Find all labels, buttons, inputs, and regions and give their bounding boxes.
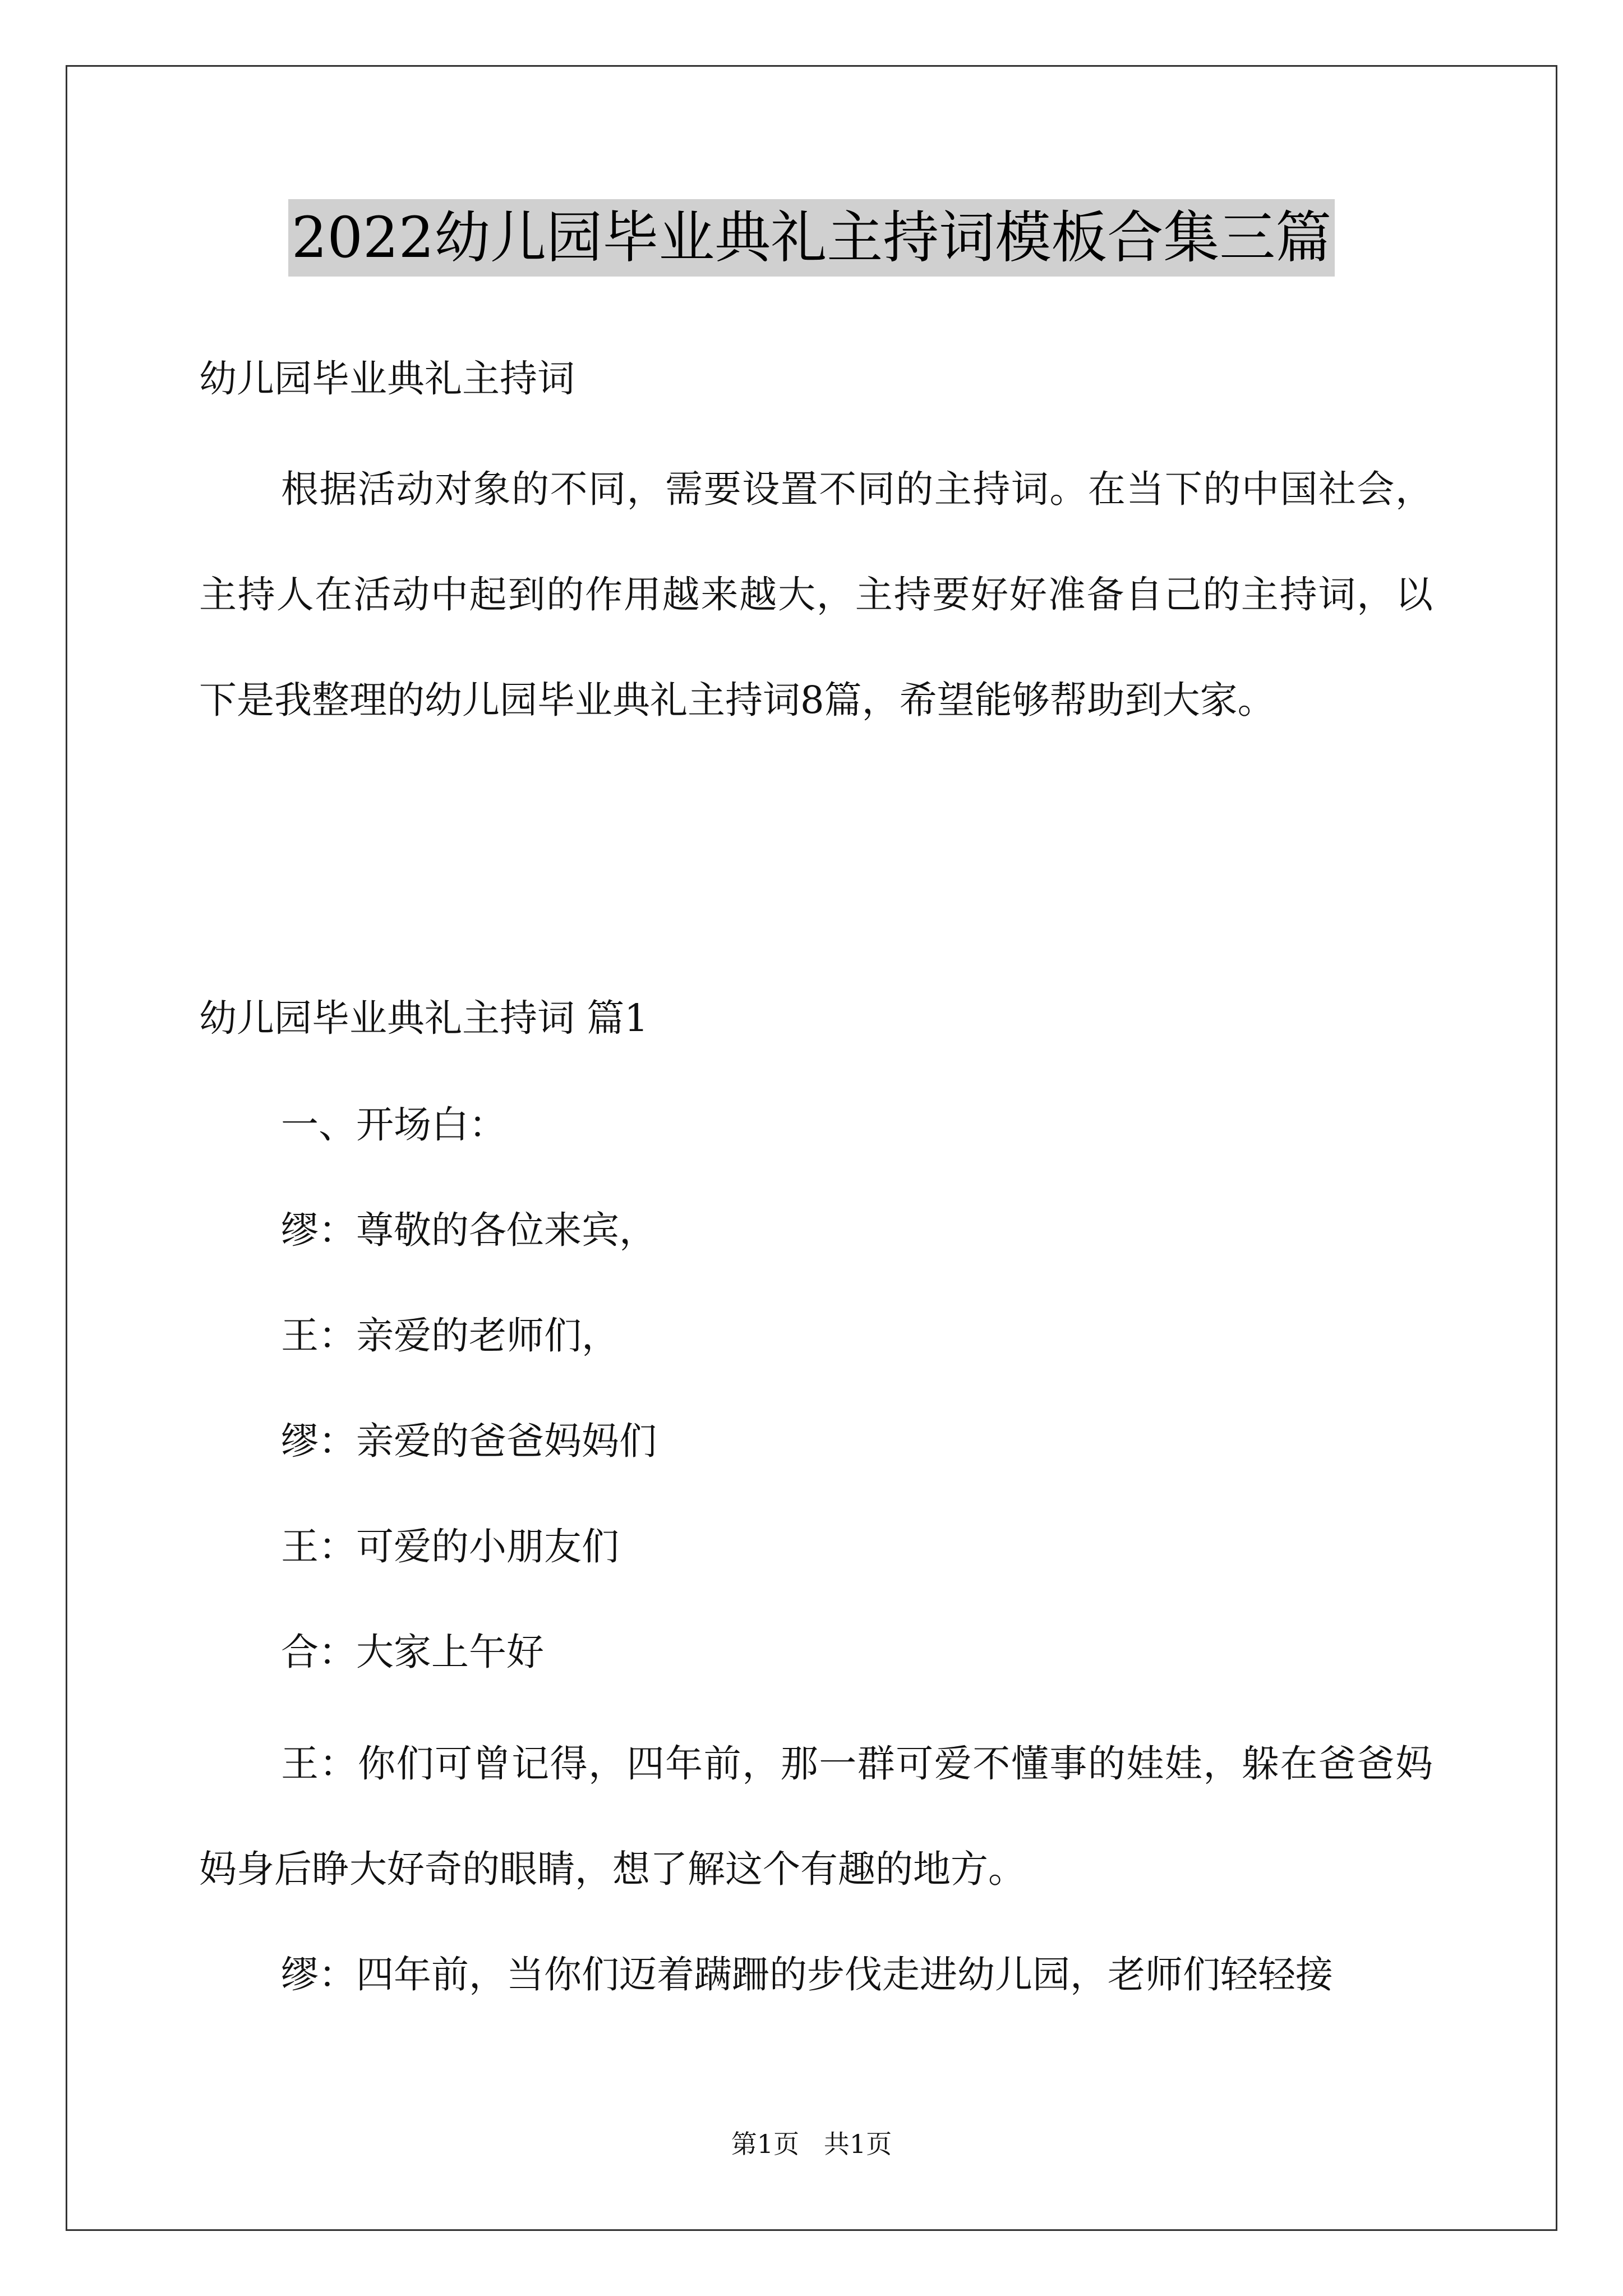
intro-paragraph: 根据活动对象的不同，需要设置不同的主持词。在当下的中国社会，主持人在活动中起到的作用越来越大，主持要好好准备自己的主持词，以下是我整理的幼儿园毕业典礼主持词8篇，希望能够帮助到大家。 (199, 467, 1433, 722)
page-footer: 第1页 共1页 (731, 2129, 892, 2159)
line-wang-teachers: 王：亲爱的老师们， (281, 1314, 619, 1358)
line-miao-parents: 缪：亲爱的爸爸妈妈们 (281, 1419, 657, 1463)
line-wang-children: 王：可爱的小朋友们 (281, 1525, 619, 1568)
document-title: 2022幼儿园毕业典礼主持词模板合集三篇 (288, 199, 1335, 277)
paragraph-wang-memory: 王：你们可曾记得，四年前，那一群可爱不懂事的娃娃，躲在爸爸妈妈身后睁大好奇的眼睛，想了解这个有趣的地方。 (199, 1742, 1433, 1891)
section-heading: 幼儿园毕业典礼主持词 篇1 (199, 996, 648, 1040)
line-opening: 一、开场白： (281, 1103, 506, 1147)
title-wrap (0, 199, 1623, 277)
paragraph-miao-memory: 缪：四年前，当你们迈着蹒跚的步伐走进幼儿园，老师们轻轻接 (281, 1953, 1333, 1996)
intro-heading: 幼儿园毕业典礼主持词 (199, 357, 575, 401)
line-miao-guests: 缪：尊敬的各位来宾， (281, 1208, 657, 1252)
line-together-greeting: 合：大家上午好 (281, 1630, 544, 1674)
